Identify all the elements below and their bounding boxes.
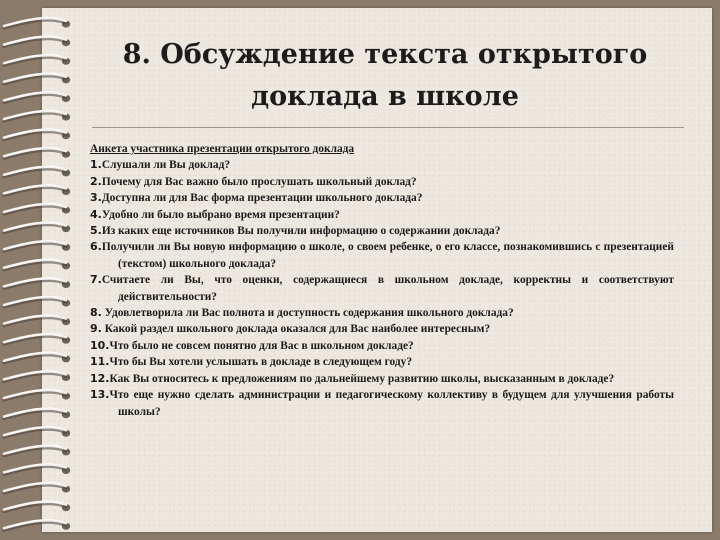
binding-ring xyxy=(4,259,70,270)
question-item: 13.Что еще нужно сделать администрации и педагогическому коллективу в будущем для улучшения работы школы? xyxy=(90,388,674,418)
binding-ring xyxy=(4,92,70,103)
binding-ring xyxy=(4,110,70,121)
binding-ring xyxy=(4,389,70,400)
binding-ring xyxy=(4,36,70,47)
binding-ring xyxy=(4,445,70,456)
question-item: 12.Как Вы относитесь к предложениям по дальнейшему развитию школы, высказанным в докладе? xyxy=(90,371,615,385)
binding-ring xyxy=(4,55,70,66)
title-line-2: доклада в школе xyxy=(251,81,519,112)
binding-ring xyxy=(4,222,70,233)
binding-ring xyxy=(4,464,70,475)
binding-ring xyxy=(4,501,70,512)
survey-heading: Анкета участника презентации открытого доклада xyxy=(90,143,355,155)
binding-ring xyxy=(4,203,70,214)
question-item: 5.Из каких еще источников Вы получили информацию о содержании доклада? xyxy=(90,224,501,238)
slide-title xyxy=(90,34,680,118)
question-item: 10.Что было не совсем понятно для Вас в школьном докладе? xyxy=(90,338,414,352)
title-divider xyxy=(92,127,684,128)
binding-ring xyxy=(4,427,70,438)
binding-ring xyxy=(4,482,70,493)
title-line-1: 8. Обсуждение текста открытого xyxy=(122,39,648,70)
question-item: 3.Доступна ли для Вас форма презентации школьного доклада? xyxy=(90,191,423,205)
binding-ring xyxy=(4,520,70,531)
binding-ring xyxy=(4,241,70,252)
question-item: 7.Считаете ли Вы, что оценки, содержащиеся в школьном докладе, корректны и соответствуют действительности? xyxy=(90,273,674,303)
binding-ring xyxy=(4,371,70,382)
question-item: 6.Получили ли Вы новую информацию о школе, о своем ребенке, о его классе, познакомившись с презентацией (текстом) школьного доклада? xyxy=(90,240,674,270)
binding-ring xyxy=(4,278,70,289)
binding-ring xyxy=(4,166,70,177)
binding-ring xyxy=(4,296,70,307)
survey-body xyxy=(90,141,674,420)
question-item: 11.Что бы Вы хотели услышать в докладе в следующем году? xyxy=(90,355,413,369)
question-item: 1.Слушали ли Вы доклад? xyxy=(90,158,231,172)
question-item: 9. Какой раздел школьного доклада оказался для Вас наиболее интересным? xyxy=(90,322,491,336)
binding-ring xyxy=(4,129,70,140)
binding-ring xyxy=(4,73,70,84)
binding-ring xyxy=(4,185,70,196)
question-item: 4.Удобно ли было выбрано время презентации? xyxy=(90,207,340,221)
binding-ring xyxy=(4,17,70,28)
question-item: 2.Почему для Вас важно было прослушать школьный доклад? xyxy=(90,174,417,188)
binding-ring xyxy=(4,148,70,159)
spiral-binding-icon xyxy=(0,0,80,540)
binding-ring xyxy=(4,315,70,326)
binding-ring xyxy=(4,352,70,363)
binding-ring xyxy=(4,408,70,419)
binding-ring xyxy=(4,334,70,345)
question-item: 8. Удовлетворила ли Вас полнота и доступность содержания школьного доклада? xyxy=(90,306,514,320)
